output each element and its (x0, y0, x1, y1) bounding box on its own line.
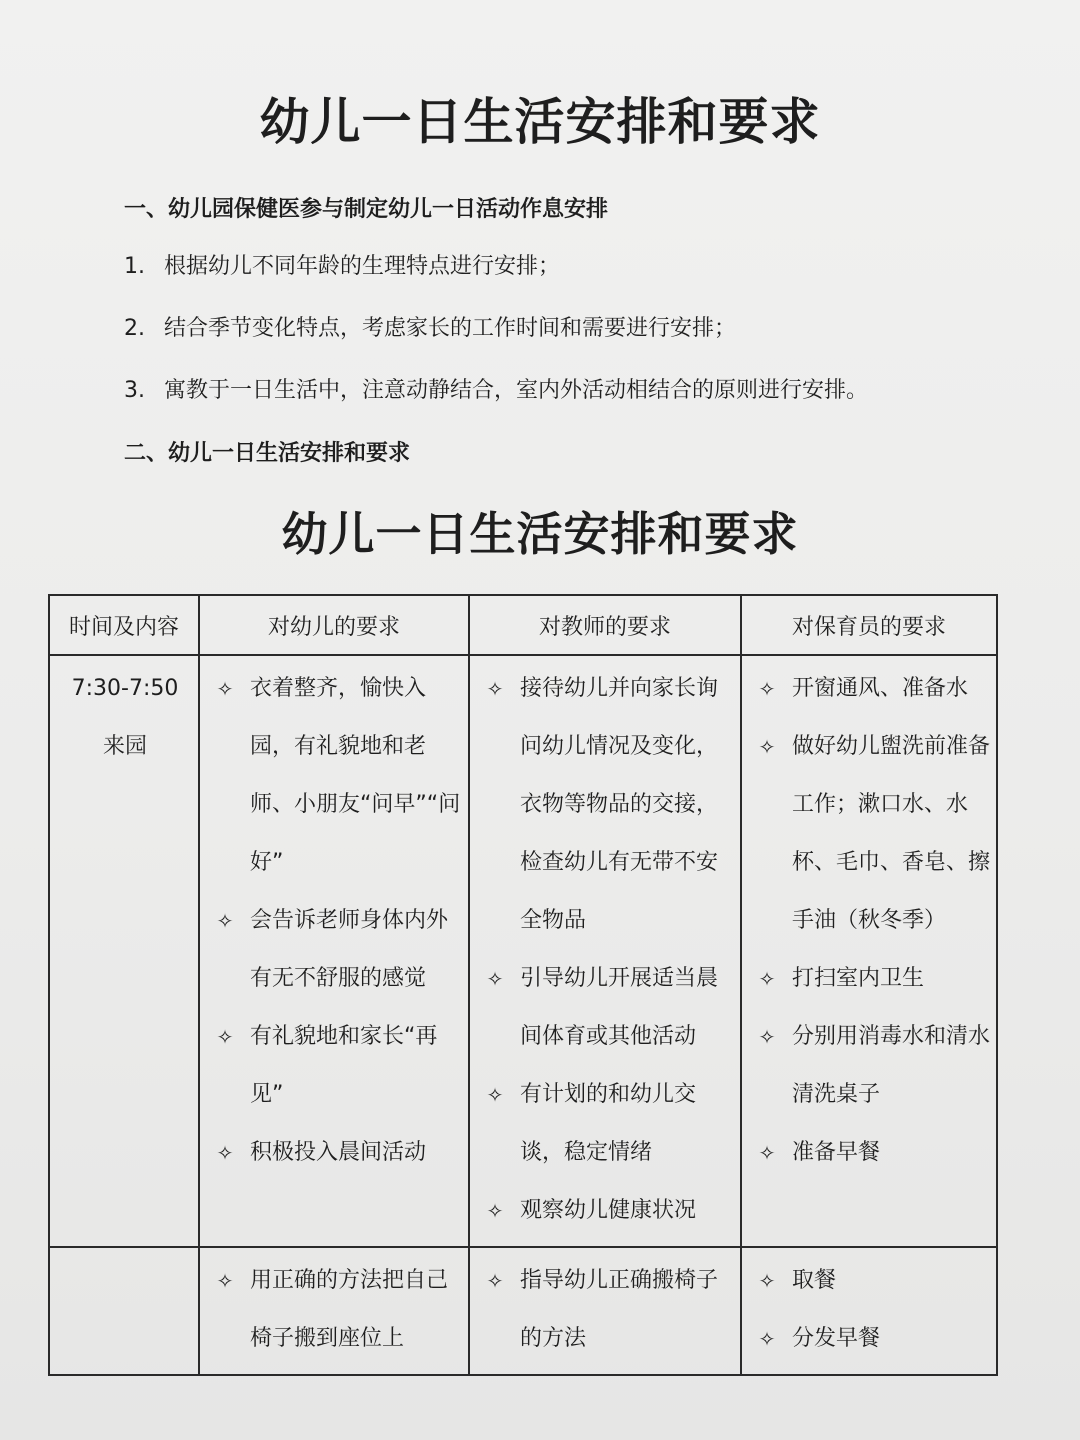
requirement-text: 分别用消毒水和清水清洗桌子 (792, 1024, 991, 1107)
schedule-table (48, 594, 998, 1376)
four-point-star-icon: ✧ (758, 735, 776, 759)
requirement-text: 指导幼儿正确搬椅子的方法 (520, 1268, 719, 1351)
four-point-star-icon: ✧ (216, 677, 234, 701)
four-point-star-icon: ✧ (758, 1141, 776, 1165)
four-point-star-icon: ✧ (486, 1083, 504, 1107)
four-point-star-icon: ✧ (486, 1199, 504, 1223)
document-title: 幼儿一日生活安排和要求 (259, 93, 821, 151)
requirement-item (750, 1252, 990, 1310)
list-item-number: 3. (124, 378, 145, 403)
requirement-item (750, 1310, 990, 1368)
requirement-item (750, 950, 990, 1008)
arrangement-principles-list (124, 250, 868, 436)
requirement-text: 用正确的方法把自己椅子搬到座位上 (250, 1268, 449, 1351)
requirement-list (208, 1252, 462, 1368)
four-point-star-icon: ✧ (758, 1269, 776, 1293)
header-child-requirements: 对幼儿的要求 (199, 595, 469, 655)
requirement-item (208, 660, 462, 892)
requirement-text: 接待幼儿并向家长询问幼儿情况及变化，衣物等物品的交接，检查幼儿有无带不安全物品 (520, 676, 719, 933)
four-point-star-icon: ✧ (758, 967, 776, 991)
header-teacher-requirements: 对教师的要求 (469, 595, 741, 655)
requirement-item (208, 1124, 462, 1182)
four-point-star-icon: ✧ (758, 1327, 776, 1351)
requirement-list (208, 660, 462, 1182)
list-item (124, 374, 868, 436)
teacher-requirements-cell (469, 655, 741, 1247)
time-cell (49, 655, 199, 1247)
nurse-requirements-cell (741, 655, 997, 1247)
requirement-text: 有礼貌地和家长“再见” (250, 1024, 438, 1107)
table-header-row (49, 595, 997, 655)
requirement-item (478, 1066, 734, 1182)
four-point-star-icon: ✧ (216, 1025, 234, 1049)
requirement-item (478, 660, 734, 950)
activity-name: 来园 (102, 734, 147, 759)
list-item-number: 1. (124, 254, 145, 279)
list-item (124, 250, 868, 312)
requirement-text: 有计划的和幼儿交谈，稳定情绪 (520, 1082, 697, 1165)
requirement-text: 取餐 (792, 1268, 837, 1293)
requirement-item (750, 1008, 990, 1124)
requirement-text: 积极投入晨间活动 (250, 1140, 427, 1165)
time-range: 7:30-7:50 (71, 676, 179, 701)
requirement-item (208, 892, 462, 1008)
child-requirements-cell (199, 655, 469, 1247)
requirement-list (478, 660, 734, 1240)
table-row (49, 1247, 997, 1375)
requirement-list (750, 1252, 990, 1368)
requirement-item (478, 950, 734, 1066)
list-item-text: 寓教于一日生活中，注意动静结合，室内外活动相结合的原则进行安排。 (164, 378, 869, 403)
nurse-requirements-cell (741, 1247, 997, 1375)
requirement-list (478, 1252, 734, 1368)
requirement-text: 开窗通风、准备水 (792, 676, 969, 701)
requirement-text: 引导幼儿开展适当晨间体育或其他活动 (520, 966, 719, 1049)
table-title: 幼儿一日生活安排和要求 (281, 507, 799, 561)
requirement-text: 做好幼儿盥洗前准备工作；漱口水、水杯、毛巾、香皂、擦手油（秋冬季） (792, 734, 991, 933)
header-time-content: 时间及内容 (49, 595, 199, 655)
requirement-item (750, 1124, 990, 1182)
list-item-text: 结合季节变化特点，考虑家长的工作时间和需要进行安排； (164, 316, 737, 341)
four-point-star-icon: ✧ (486, 967, 504, 991)
section-2-heading: 二、幼儿一日生活安排和要求 (124, 441, 411, 466)
requirement-item (208, 1008, 462, 1124)
requirement-item (750, 718, 990, 950)
four-point-star-icon: ✧ (486, 677, 504, 701)
four-point-star-icon: ✧ (486, 1269, 504, 1293)
requirement-list (750, 660, 990, 1182)
list-item (124, 312, 868, 374)
requirement-text: 打扫室内卫生 (792, 966, 925, 991)
list-item-number: 2. (124, 316, 145, 341)
requirement-text: 衣着整齐，愉快入园，有礼貌地和老师、小朋友“问早”“问好” (250, 676, 461, 875)
child-requirements-cell (199, 1247, 469, 1375)
requirement-item (208, 1252, 462, 1368)
list-item-text: 根据幼儿不同年龄的生理特点进行安排； (164, 254, 561, 279)
four-point-star-icon: ✧ (758, 1025, 776, 1049)
requirement-text: 会告诉老师身体内外有无不舒服的感觉 (250, 908, 449, 991)
requirement-text: 分发早餐 (792, 1326, 881, 1351)
section-1-heading: 一、幼儿园保健医参与制定幼儿一日活动作息安排 (124, 197, 609, 222)
table-row (49, 655, 997, 1247)
requirement-item (478, 1252, 734, 1368)
four-point-star-icon: ✧ (758, 677, 776, 701)
teacher-requirements-cell (469, 1247, 741, 1375)
four-point-star-icon: ✧ (216, 1141, 234, 1165)
time-cell (49, 1247, 199, 1375)
four-point-star-icon: ✧ (216, 1269, 234, 1293)
requirement-item (478, 1182, 734, 1240)
header-nurse-requirements: 对保育员的要求 (741, 595, 997, 655)
requirement-text: 观察幼儿健康状况 (520, 1198, 697, 1223)
requirement-text: 准备早餐 (792, 1140, 881, 1165)
four-point-star-icon: ✧ (216, 909, 234, 933)
requirement-item (750, 660, 990, 718)
